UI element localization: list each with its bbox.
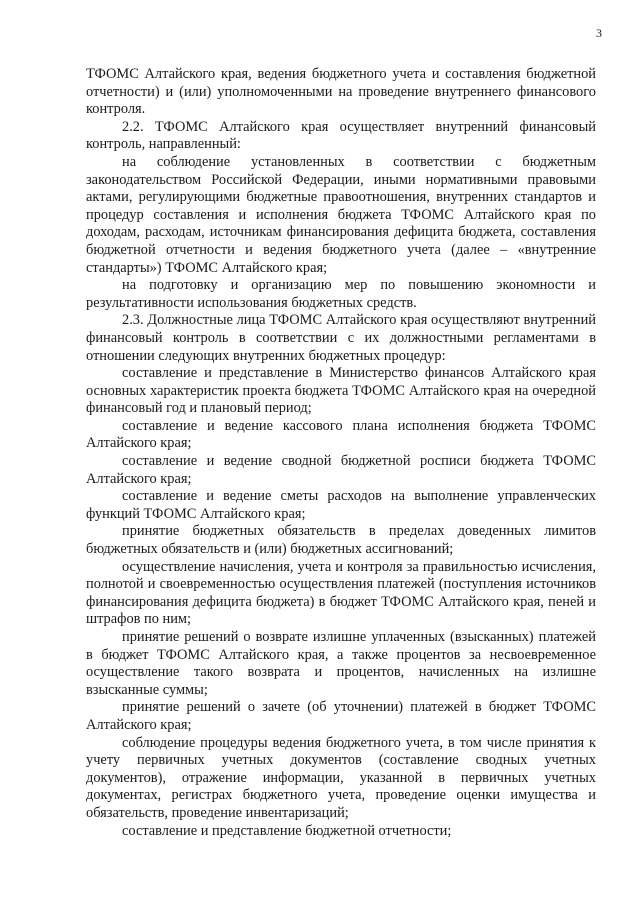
- procedure-item: составление и представление в Министерство финансов Алтайского края основных характеристик проекта бюджета ТФОМС Алтайского края на очередной финансовый год и плановый период;: [86, 365, 596, 417]
- page-number: 3: [596, 26, 602, 40]
- paragraph-2-3: 2.3. Должностные лица ТФОМС Алтайского края осуществляют внутренний финансовый контроль в соответствии с их должностными регламентами в отношении следующих внутренних бюджетных процедур:: [86, 312, 596, 364]
- paragraph-compliance: на соблюдение установленных в соответствии с бюджетным законодательством Российской Федерации, иными нормативными правовыми актами, регулирующими бюджетные правоотношения, внутренних стандартов и процедур составления и исполнения бюджета ТФОМС Алтайского края по доходам, расходам, источникам финансирования дефицита бюджета, составления бюджетной отчетности и ведения бюджетного учета (далее – «внутренние стандарты») ТФОМС Алтайского края;: [86, 153, 596, 276]
- procedure-item: составление и ведение сводной бюджетной росписи бюджета ТФОМС Алтайского края;: [86, 453, 596, 487]
- paragraph-continuation: ТФОМС Алтайского края, ведения бюджетного учета и составления бюджетной отчетности) и (или) уполномоченными на проведение внутреннего финансового контроля.: [86, 66, 596, 118]
- paragraph-2-2: 2.2. ТФОМС Алтайского края осуществляет внутренний финансовый контроль, направленный:: [86, 118, 596, 153]
- paragraph-efficiency: на подготовку и организацию мер по повышению экономности и результативности использования бюджетных средств.: [86, 277, 596, 311]
- document-body: [86, 66, 596, 840]
- procedure-item: составление и ведение кассового плана исполнения бюджета ТФОМС Алтайского края;: [86, 417, 596, 452]
- procedure-item: принятие бюджетных обязательств в пределах доведенных лимитов бюджетных обязательств и (или) бюджетных ассигнований;: [86, 523, 596, 558]
- procedure-item: принятие решений о возврате излишне уплаченных (взысканных) платежей в бюджет ТФОМС Алтайского края, а также процентов за несвоевременное осуществление такого возврата и процентов, начисленных на излишне взысканные суммы;: [86, 629, 596, 698]
- procedure-item: составление и представление бюджетной отчетности;: [122, 822, 452, 839]
- procedure-item: составление и ведение сметы расходов на выполнение управленческих функций ТФОМС Алтайского края;: [86, 488, 596, 522]
- procedure-item: соблюдение процедуры ведения бюджетного учета, в том числе принятия к учету первичных учетных документов (составление сводных учетных документов), отражение информации, указанной в первичных учетных документах, регистрах бюджетного учета, проведение оценки имущества и обязательств, проведение инвентаризаций;: [86, 734, 596, 821]
- procedure-item: принятие решений о зачете (об уточнении) платежей в бюджет ТФОМС Алтайского края;: [86, 699, 596, 733]
- procedure-item: осуществление начисления, учета и контроля за правильностью исчисления, полнотой и своевременностью осуществления платежей (поступления источников финансирования дефицита бюджета) в бюджет ТФОМС Алтайского края, пеней и штрафов по ним;: [86, 558, 596, 628]
